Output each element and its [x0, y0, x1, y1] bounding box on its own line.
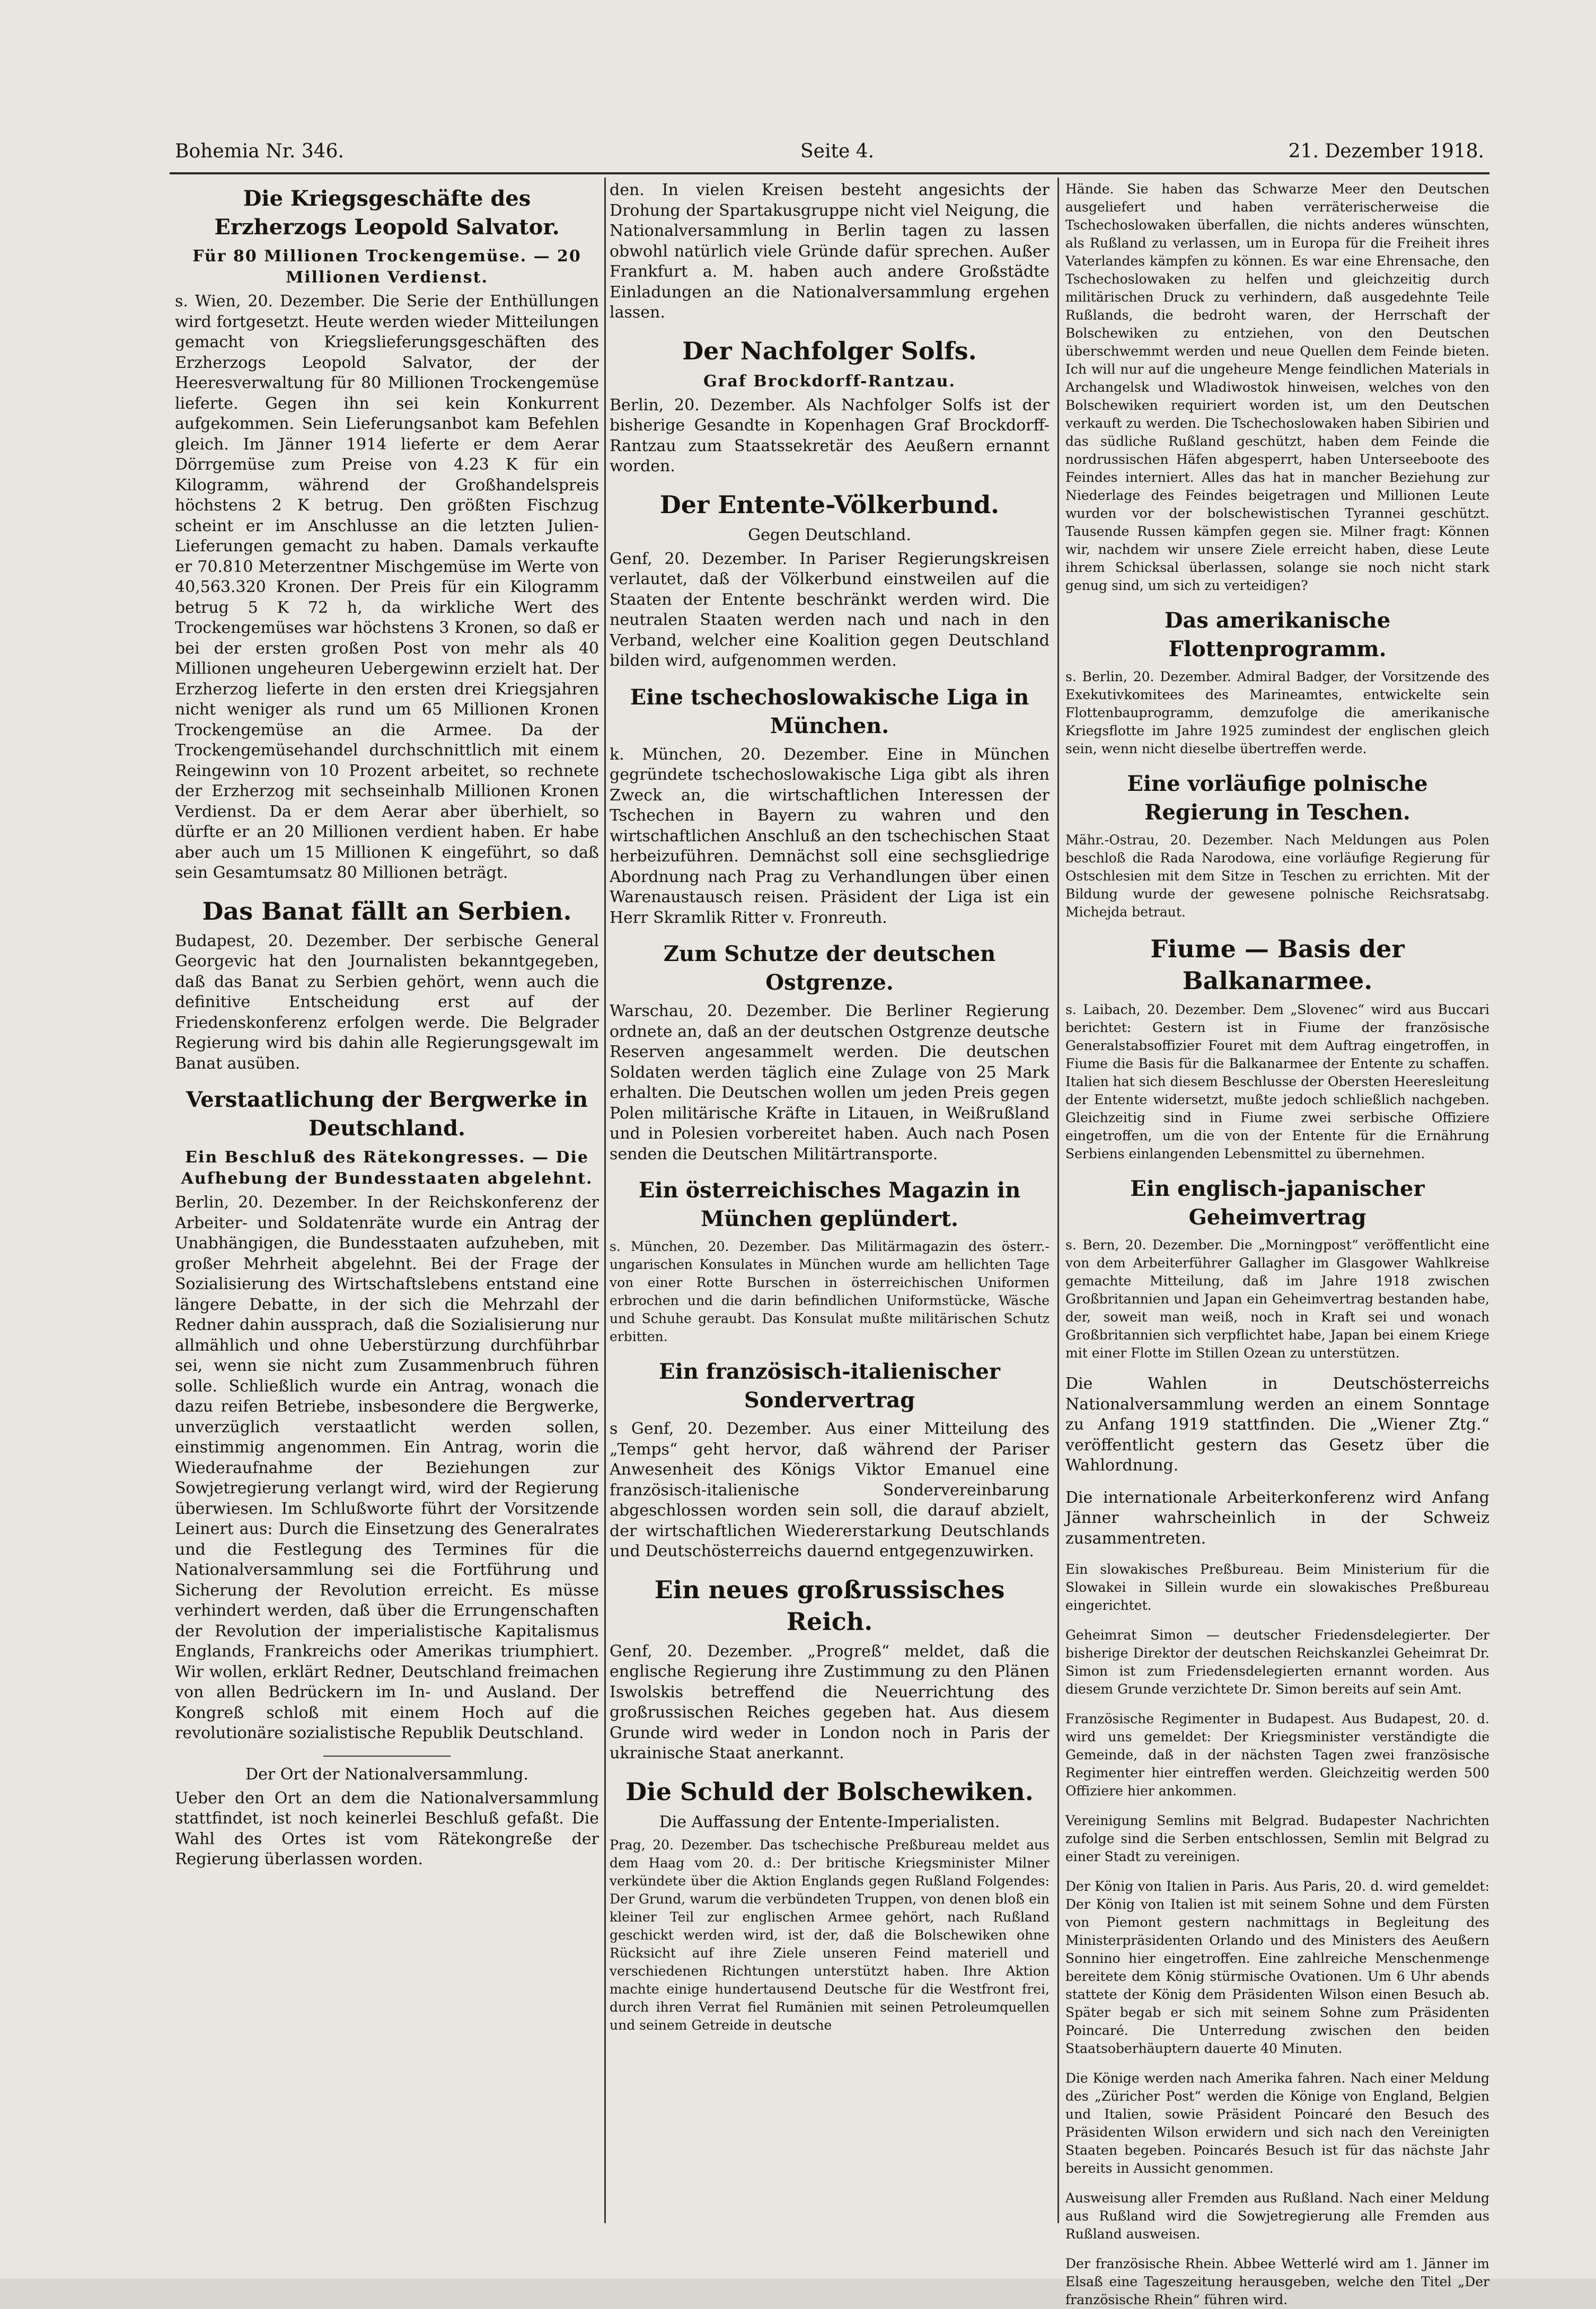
article — [1065, 606, 1489, 758]
article-body: Ausweisung aller Fremden aus Rußland. Nach einer Meldung aus Rußland wird die Sowjetregierung alle Fremden aus Rußland ausweisen. — [1065, 2190, 1489, 2242]
article — [610, 489, 1050, 672]
article-subheadline: Für 80 Millionen Trockengemüse. — 20 Millionen Verdienst. — [192, 247, 581, 287]
page-header — [175, 140, 1484, 172]
article-body: s. München, 20. Dezember. Das Militärmagazin des österr.-ungarischen Konsulates in München wurde am hellichten Tage von einer Rotte Burschen in österreichischen Uniformen erbrochen und die darin befindlichen Uniformstücke, Wäsche und Schuhe geraubt. Das Konsulat mußte militärischen Schutz erbitten. — [610, 1239, 1050, 1344]
article — [1065, 1710, 1489, 1800]
article — [610, 1776, 1050, 2034]
page-number: Seite 4. — [800, 140, 875, 162]
column-rule — [1057, 178, 1059, 2223]
article-body: Genf, 20. Dezember. „Progreß“ meldet, daß die englische Regierung ihre Zustimmung zu den Plänen Iswolskis betreffend die Neuerrichtung des großrussischen Reiches gegeben hat. Aus diesem Grunde wird weder in London noch in Paris der ukrainische Staat anerkannt. — [610, 1642, 1050, 1762]
article-body: Vereinigung Semlins mit Belgrad. Budapester Nachrichten zufolge sind die Serben entschlossen, Semlin mit Belgrad zu einer Stadt zu vereinigen. — [1065, 1813, 1489, 1864]
article-headline: Ein englisch-japanischer Geheimvertrag — [1130, 1176, 1425, 1230]
article-body: Der König von Italien in Paris. Aus Paris, 20. d. wird gemeldet: Der König von Italien ist mit seinem Sohne und dem Fürsten von Piemont gestern nachmittags in Begleitung des Ministerpräsidenten Orlando und des Ministers des Aeußern Sonnino hier eingetroffen. Eine zahlreiche Menschenmenge bereitete dem König stürmische Ovationen. Um 6 Uhr abends stattete der König dem Präsidenten Wilson einen Besuch ab. Später begab er sich mit seinem Sohne zum Präsidenten Poincaré. Die Unterredung zwischen den beiden Staatsoberhäuptern dauerte 40 Minuten. — [1065, 1879, 1489, 2056]
article-body: Die Wahlen in Deutschösterreichs Nationalversammlung werden an einem Sonntage zu Anfang 1919 stattfinden. Die „Wiener Ztg.“ veröffentlicht gestern das Gesetz über die Wahlordnung. — [1065, 1374, 1489, 1475]
article-headline: Eine tschechoslowakische Liga in München. — [630, 684, 1029, 738]
article-body: s Genf, 20. Dezember. Aus einer Mitteilung des „Temps“ geht hervor, daß während der Pariser Anwesenheit des Königs Viktor Emanuel eine französisch-italienische Sondervereinbarung abgeschlossen worden sein soll, die darauf abzielt, der wirtschaftlichen Wiedererstarkung Deutschlands und Deutschösterreichs dauernd entgegenzuwirken. — [610, 1420, 1050, 1561]
article-headline: Zum Schutze der deutschen Ostgrenze. — [663, 941, 996, 995]
article — [1065, 1175, 1489, 1362]
article-body: Ein slowakisches Preßbureau. Beim Ministerium für die Slowakei in Sillein wurde ein slowakisches Preßbureau eingerichtet. — [1065, 1562, 1489, 1613]
column-rule — [604, 178, 606, 2223]
article-body: k. München, 20. Dezember. Eine in München gegründete tschechoslowakische Liga gibt als ihren Zweck an, die wirtschaftlichen Interessen der Tschechen in Bayern zu wahren und den wirtschaftlichen Anschluß an den tschechischen Staat herbeizuführen. Demnächst soll eine sechsgliedrige Abordnung nach Prag zu Verhandlungen über einen Warenaustausch reisen. Präsident der Liga ist ein Herr Skramlik Ritter v. Fronreuth. — [610, 745, 1050, 927]
article — [610, 1358, 1050, 1562]
article-headline: Verstaatlichung der Bergwerke in Deutschland. — [186, 1087, 588, 1141]
article-subheadline: Die Auffassung der Entente-Imperialisten. — [659, 1812, 1000, 1831]
article — [610, 683, 1050, 929]
header-rule — [170, 172, 1489, 174]
article — [1065, 2069, 1489, 2178]
article-body: s. Berlin, 20. Dezember. Admiral Badger, der Vorsitzende des Exekutivkomitees des Marineamtes, entwickelte sein Flottenbauprogramm, demzufolge die amerikanische Kriegsflotte im Jahre 1925 zumindest der englischen gleich sein, wenn nicht dieselbe übertreffen werde. — [1065, 669, 1489, 756]
article-body: Mähr.-Ostrau, 20. Dezember. Nach Meldungen aus Polen beschloß die Rada Narodowa, eine vorläufige Regierung für Ostschlesien mit dem Sitze in Teschen zu errichten. Mit der Bildung wurde der gewesene polnische Reichsratsabg. Michejda betraut. — [1065, 832, 1489, 920]
article-body: Warschau, 20. Dezember. Die Berliner Regierung ordnete an, daß an der deutschen Ostgrenze deutsche Reserven angesammelt werden. Die deutschen Soldaten werden täglich eine Zulage von 25 Mark erhalten. Die Deutschen wollen um jeden Preis gegen Polen militärische Kräfte in Litauen, in Weißrußland und in Polesien vorbereitet haben. Auch nach Posen senden die Deutschen Militärtransporte. — [610, 1002, 1050, 1164]
article-body: s. Wien, 20. Dezember. Die Serie der Enthüllungen wird fortgesetzt. Heute werden wieder Mitteilungen gemacht von Kriegslieferungsgeschäften des Erzherzogs Leopold Salvator, der der Heeresverwaltung für 80 Millionen Trockengemüse lieferte. Gegen ihn sei kein Konkurrent aufgekommen. Sein Lieferungsanbot kam Befehlen gleich. Im Jänner 1914 lieferte er dem Aerar Dörrgemüse zum Preise von 4.23 K für ein Kilogramm, während der Großhandelspreis höchstens 2 K betrug. Den größten Fischzug scheint er im Anschlusse an die letzten Julien-Lieferungen gemacht zu haben. Damals verkaufte er 70.810 Meterzentner Mischgemüse im Werte von 40,563.320 Kronen. Der Preis für ein Kilogramm betrug 5 K 72 h, da wirkliche Wert des Trockengemüses war höchstens 3 Kronen, so daß er bei der ersten großen Post von mehr als 40 Millionen ungeheuren Uebergewinn erzielt hat. Der Erzherzog lieferte in den ersten drei Kriegsjahren nicht weniger als rund um 65 Millionen Kronen Trockengemüse an die Armee. Da der Trockengemüsehandel durchschnittlich mit einem Reingewinn von 10 Prozent arbeitet, so rechnete der Erzherzog mit sechseinhalb Millionen Kronen Verdienst. Da er dem Aerar aber überhielt, so dürfte er an 20 Millionen verdient haben. Er habe aber auch um 15 Millionen K eingeführt, so daß sein Gesamtumsatz 80 Millionen beträgt. — [175, 292, 599, 882]
issue-date: 21. Dezember 1918. — [1288, 140, 1484, 162]
column-1 — [175, 180, 599, 2220]
section-divider — [323, 1756, 451, 1757]
article-subheadline: Gegen Deutschland. — [748, 525, 911, 544]
article — [1065, 770, 1489, 921]
article-body: s. Bern, 20. Dezember. Die „Morningpost“ veröffentlicht eine von dem Arbeiterführer Gallagher im Glasgower Wahlkreise gemachte Mitteilung, daß im Jahre 1918 zwischen Großbritannien und Japan ein Geheimvertrag bestanden habe, der, soweit man weiß, noch in Kraft sei und wonach Großbritannien sich verpflichtet habe, Japan bei einem Kriege mit einer Flotte im Stillen Ozean zu unterstützen. — [1065, 1237, 1489, 1361]
article — [610, 1176, 1050, 1346]
article — [610, 940, 1050, 1165]
column-2 — [610, 180, 1050, 2220]
article — [610, 1574, 1050, 1764]
article-body: Geheimrat Simon — deutscher Friedensdelegierter. Der bisherige Direktor der deutschen Reichskanzlei Geheimrat Dr. Simon ist zum Friedensdelegierten ernannt worden. Aus diesem Grunde verzichtete Dr. Simon bereits auf sein Amt. — [1065, 1627, 1489, 1697]
column-3 — [1065, 180, 1489, 2307]
article — [175, 1086, 599, 1744]
article — [175, 895, 599, 1074]
article — [1065, 1812, 1489, 1866]
article-body: Die internationale Arbeiterkonferenz wird Anfang Jänner wahrscheinlich in der Schweiz zusammentreten. — [1065, 1488, 1489, 1548]
article-body: Genf, 20. Dezember. In Pariser Regierungskreisen verlautet, daß der Völkerbund einstweilen auf die Staaten der Entente beschränkt werden wird. Die neutralen Staaten werden nach und nach in den Verband, welcher eine Koalition gegen Deutschland bilden wird, aufgenommen werden. — [610, 549, 1050, 670]
article — [1065, 1561, 1489, 1615]
article — [1065, 180, 1489, 595]
article-body: den. In vielen Kreisen besteht angesichts der Drohung der Spartakusgruppe nicht viel Neigung, die Nationalversammlung in Berlin tagen zu lassen obwohl natürlich viele Gründe dafür sprechen. Außer Frankfurt a. M. haben auch andere Großstädte Einladungen an die Nationalversammlung ergehen lassen. — [610, 181, 1050, 322]
article-subheadline: Graf Brockdorff-Rantzau. — [703, 372, 956, 391]
article-headline: Der Nachfolger Solfs. — [682, 336, 977, 365]
article-headline: Das amerikanische Flottenprogramm. — [1164, 608, 1391, 662]
article-body: Budapest, 20. Dezember. Der serbische General Georgevic hat den Journalisten bekanntgegeben, daß das Banat zu Serbien gehört, wenn auch die definitive Entscheidung erst auf der Friedenskonferenz erfolgen werde. Die Belgrader Regierung wird bis dahin alle Regierungsgewalt im Banat ausüben. — [175, 931, 599, 1073]
article-body: Französische Regimenter in Budapest. Aus Budapest, 20. d. wird uns gemeldet: Der Kriegsminister verständigte die Gemeinde, daß in der nächsten Tagen zwei französische Regimenter hier eintreffen werden. Gleichzeitig werden 500 Offiziere hier ankommen. — [1065, 1711, 1489, 1799]
article — [1065, 1374, 1489, 1476]
article-headline: Ein neues großrussisches Reich. — [654, 1575, 1005, 1636]
article — [1065, 1488, 1489, 1549]
article-body: Berlin, 20. Dezember. Als Nachfolger Solfs ist der bisherige Gesandte in Kopenhagen Graf Brockdorff-Rantzau zum Staatssekretär des Aeußern ernannt worden. — [610, 395, 1050, 475]
article-headline: Die Kriegsgeschäfte des Erzherzogs Leopold Salvator. — [214, 186, 560, 240]
article — [1065, 2189, 1489, 2243]
article-subheadline: Der Ort der Nationalversammlung. — [245, 1765, 528, 1784]
article — [610, 180, 1050, 323]
article-body: Hände. Sie haben das Schwarze Meer den Deutschen ausgeliefert und haben verräterischerweise die Tschechoslowaken überfallen, die nichts anderes wünschten, als Rußland zu verlassen, um in Europa für die Freiheit ihres Vaterlandes kämpfen zu können. Es war eine Ehrensache, den Tschechoslowaken zu helfen und gleichzeitig durch militärischen Druck zu verhindern, daß ausgedehnte Teile Rußlands, die bedroht waren, der Herrschaft der Bolschewiken zu entziehen, von den Deutschen überschwemmt werden und neue Quellen dem Feinde bieten. Ich will nur auf die ungeheure Menge feindlichen Materials in Archangelsk und Wladiwostok hinweisen, welches von den Bolschewiken requiriert worden ist, um den Deutschen verkauft zu werden. Die Tschechoslowaken haben Sibirien und das südliche Rußland geschützt, haben dem Feinde die nordrussischen Häfen abgesperrt, haben Unterseeboote des Feindes interniert. Alles das hat in mancher Beziehung zur Niederlage des Feindes beigetragen und Millionen Leute wurden vor der bolschewistischen Tyrannei geschützt. Tausende Russen kämpfen gegen sie. Milner fragt: Können wir, nachdem wir unsere Ziele erreicht haben, diese Leute ihrem Schicksal überlassen, solange sie noch nicht stark genug sind, um sich zu verteidigen? — [1065, 181, 1489, 593]
article-subheadline: Ein Beschluß des Rätekongresses. — Die Aufhebung der Bundesstaaten abgelehnt. — [181, 1148, 593, 1188]
article — [1065, 1878, 1489, 2058]
article-headline: Das Banat fällt an Serbien. — [202, 896, 572, 926]
article-headline: Ein österreichisches Magazin in München geplündert. — [638, 1178, 1021, 1231]
article — [610, 335, 1050, 477]
article-body: Die Könige werden nach Amerika fahren. Nach einer Meldung des „Züricher Post“ werden die Könige von England, Belgien und Italien, sowie Präsident Poincaré den Besuch des Präsidenten Wilson erwidern und sich nach den Vereinigten Staaten begeben. Poincarés Besuch ist für das nächste Jahr bereits in Aussicht genommen. — [1065, 2070, 1489, 2176]
paper-title: Bohemia Nr. 346. — [175, 140, 344, 162]
article-headline: Der Entente-Völkerbund. — [659, 490, 1000, 519]
article — [175, 184, 599, 884]
article — [1065, 1626, 1489, 1698]
article — [1065, 933, 1489, 1163]
article-body: Der französische Rhein. Abbee Wetterlé wird am 1. Jänner im Elsaß eine Tageszeitung herausgeben, welche den Titel „Der französische Rhein“ führen wird. — [1065, 2256, 1489, 2307]
article-headline: Fiume — Basis der Balkanarmee. — [1150, 935, 1405, 995]
article — [175, 1756, 599, 1870]
article-headline: Die Schuld der Bolschewiken. — [625, 1777, 1034, 1806]
article-body: Ueber den Ort an dem die Nationalversammlung stattfindet, ist noch keinerlei Beschluß gefaßt. Die Wahl des Ortes ist vom Rätekongreße der Regierung überlassen worden. — [175, 1788, 599, 1869]
article-body: s. Laibach, 20. Dezember. Dem „Slovenec“ wird aus Buccari berichtet: Gestern ist in Fiume der französische Generalstabsoffizier Fouret mit dem Auftrag eingetroffen, in Fiume die Basis für die Balkanarmee der Entente zu schaffen. Italien hat sich diesem Beschlusse der Obersten Heeresleitung der Entente widersetzt, mußte jedoch schließlich nachgeben. Gleichzeitig sind in Fiume zwei serbische Offiziere eingetroffen, um die von der Entente für die Ernährung Serbiens einlangenden Lebensmittel zu übernehmen. — [1065, 1002, 1489, 1161]
article-body: Berlin, 20. Dezember. In der Reichskonferenz der Arbeiter- und Soldatenräte wurde ein Antrag der Unabhängigen, die Bundesstaaten aufzuheben, mit großer Mehrheit abgelehnt. Bei der Frage der Sozialisierung des Wirtschaftslebens entstand eine längere Debatte, in der sich die Mehrzahl der Redner dahin aussprach, daß die Sozialisierung nur allmählich und ohne Ueberstürzung durchführbar sei, wenn sie nicht zum Zusammenbruch führen solle. Schließlich wurde ein Antrag, wonach die dazu reifen Betriebe, insbesondere die Bergwerke, unverzüglich verstaatlicht werden sollen, einstimmig angenommen. Ein Antrag, worin die Wiederaufnahme der Beziehungen zur Sowjetregierung verlangt wird, wird der Regierung überwiesen. Im Schlußworte führt der Vorsitzende Leinert aus: Durch die Einsetzung des Generalrates und die Festlegung des Termines für die Nationalversammlung sei die Fortführung und Sicherung der Revolution erreicht. Es müsse verhindert werden, daß über die Errungenschaften der Revolution der imperialistische Kapitalismus Englands, Frankreichs oder Amerikas triumphiert. Wir wollen, erklärt Redner, Deutschland freimachen von allen Bedrückern im In- und Ausland. Der Kongreß schloß mit einem Hoch auf die revolutionäre sozialistische Republik Deutschland. — [175, 1193, 599, 1742]
article — [1065, 2255, 1489, 2309]
article-body: Prag, 20. Dezember. Das tschechische Preßbureau meldet aus dem Haag vom 20. d.: Der britische Kriegsminister Milner verkündete über die Aktion Englands gegen Rußland Folgendes: Der Grund, warum die verbündeten Truppen, von denen bloß ein kleiner Teil zur englischen Armee gehört, nach Rußland geschickt werden wird, ist der, daß die Bolschewiken ohne Rücksicht auf ihre Ziele unseren Feind materiell und verschiedenen Richtungen unterstützt haben. Ihre Aktion machte einige hundertausend Deutsche für die Westfront frei, durch ihren Verrat fiel Rumänien mit seinen Petroleumquellen und seinem Getreide in deutsche — [610, 1837, 1050, 2033]
article-headline: Eine vorläufige polnische Regierung in Teschen. — [1127, 771, 1428, 825]
article-headline: Ein französisch-italienischer Sondervertrag — [659, 1359, 1000, 1413]
